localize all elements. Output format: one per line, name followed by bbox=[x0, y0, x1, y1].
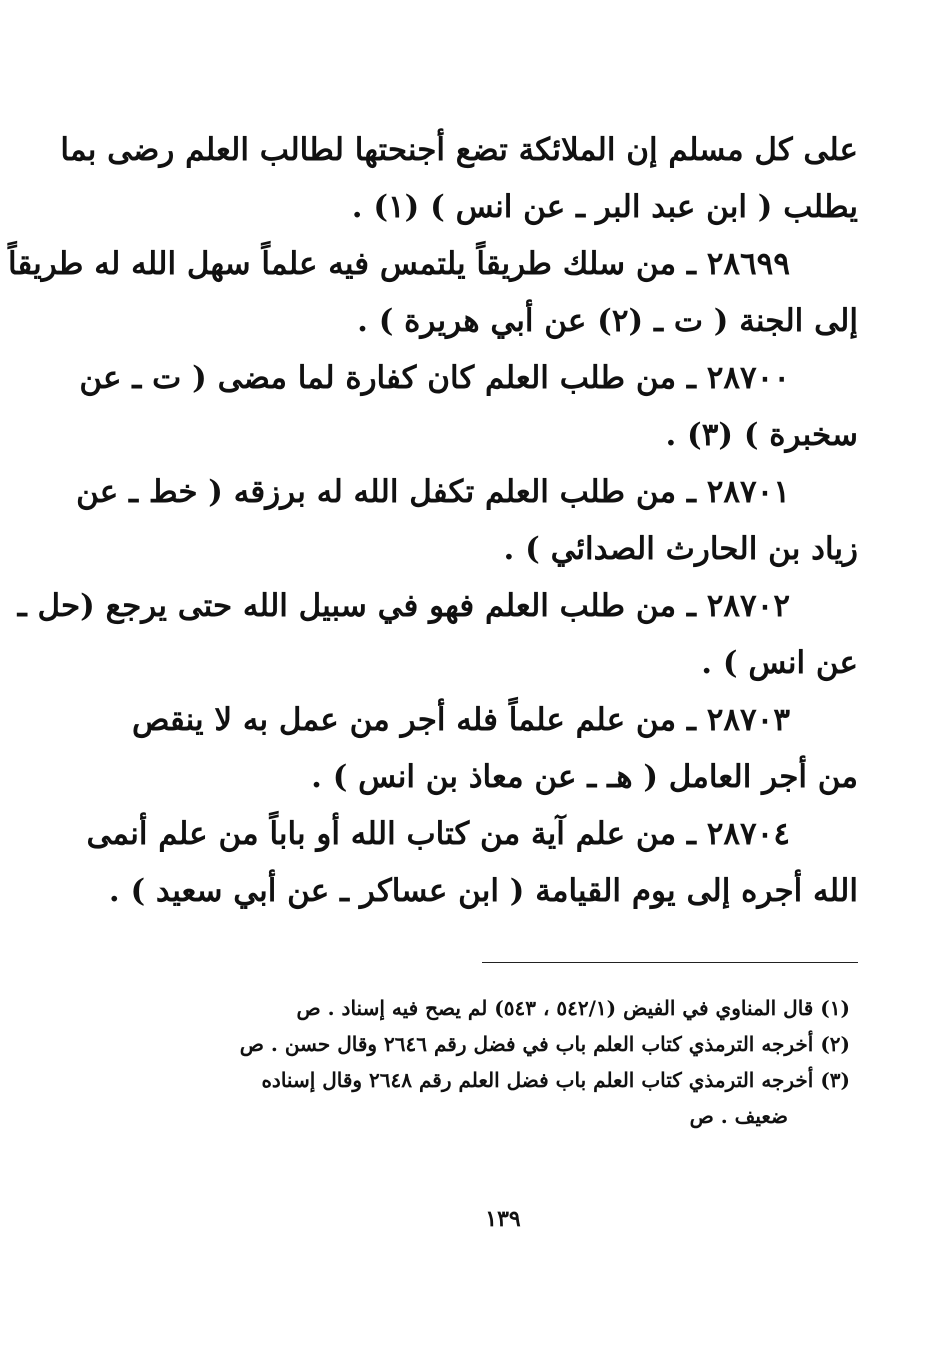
hadith-28699: ٢٨٦٩٩ ـ من سلك طريقاً يلتمس فيه علماً سهل الله له طريقاً bbox=[7, 246, 790, 282]
hadith-28700: ٢٨٧٠٠ ـ من طلب العلم كان كفارة لما مضى ( ت ـ عن bbox=[79, 360, 790, 396]
hadith-28704: ٢٨٧٠٤ ـ من علم آية من كتاب الله أو باباً من علم أنمى bbox=[86, 816, 790, 852]
text-line: على كل مسلم إن الملائكة تضع أجنحتها لطالب العلم رضى بما bbox=[60, 132, 858, 168]
text-line: الله أجره إلى يوم القيامة ( ابن عساكر ـ عن أبي سعيد ) . bbox=[108, 873, 858, 909]
footnote-1: (١) قال المناوي في الفيض (٥٤٢/١ ، ٥٤٣) لم يصح فيه إسناد . ص bbox=[296, 996, 850, 1020]
page-number: ١٣٩ bbox=[485, 1206, 521, 1232]
hadith-28702: ٢٨٧٠٢ ـ من طلب العلم فهو في سبيل الله حتى يرجع (حل ـ bbox=[17, 588, 790, 624]
footnotes bbox=[150, 990, 850, 1134]
text-line: زياد بن الحارث الصدائي ) . bbox=[503, 531, 858, 567]
text-line: يطلب ( ابن عبد البر ـ عن انس ) (١) . bbox=[351, 189, 858, 225]
footnote-separator bbox=[482, 962, 858, 963]
main-text bbox=[7, 122, 858, 920]
text-line: عن انس ) . bbox=[701, 645, 858, 681]
footnote-2: (٢) أخرجه الترمذي كتاب العلم باب في فضل رقم ٢٦٤٦ وقال حسن . ص bbox=[239, 1032, 850, 1056]
text-line: من أجر العامل ( هـ ـ عن معاذ بن انس ) . bbox=[311, 759, 858, 795]
hadith-28701: ٢٨٧٠١ ـ من طلب العلم تكفل الله له برزقه ( خط ـ عن bbox=[76, 474, 790, 510]
text-line: سخبرة ) (٣) . bbox=[665, 417, 858, 453]
text-line: إلى الجنة ( ت ـ (٢) عن أبي هريرة ) . bbox=[357, 303, 858, 339]
hadith-28703: ٢٨٧٠٣ ـ من علم علماً فله أجر من عمل به لا ينقص bbox=[131, 702, 790, 738]
footnote-3: (٣) أخرجه الترمذي كتاب العلم باب فضل العلم رقم ٢٦٤٨ وقال إسناده bbox=[261, 1068, 850, 1092]
footnote-3-continued: ضعيف . ص bbox=[689, 1104, 788, 1128]
